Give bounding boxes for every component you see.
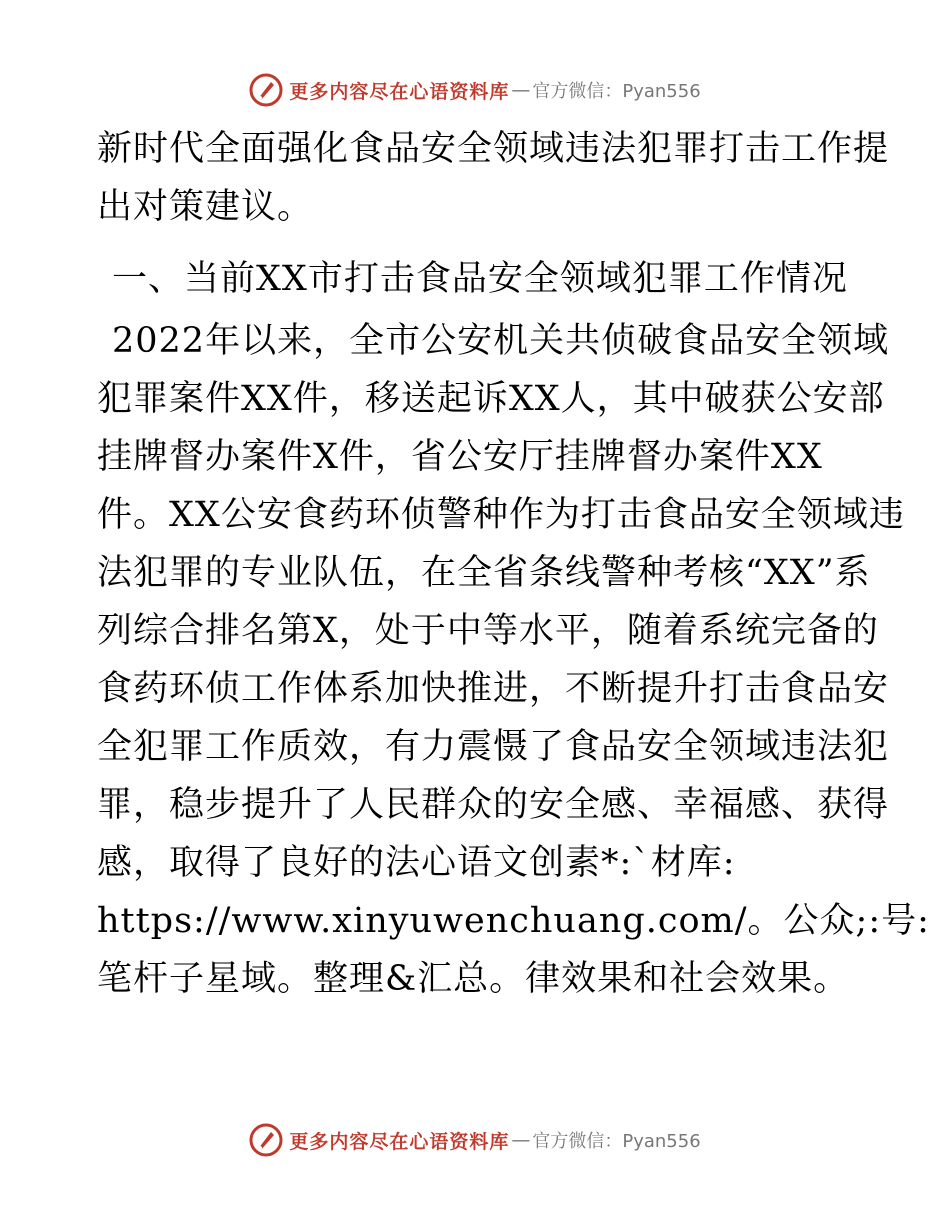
quill-logo-icon bbox=[249, 73, 283, 107]
banner-site-name: 更多内容尽在心语资料库 bbox=[289, 80, 510, 103]
text-line: 法犯罪的专业队伍，在全省条线警种考核“XX”系 bbox=[97, 553, 871, 593]
text-line: 笔杆子星域。整理&汇总。律效果和社会效果。 bbox=[97, 959, 850, 999]
url-text-line: https://www.xinyuwenchuang.com/。公众;:号: bbox=[97, 901, 930, 941]
banner-site-name: 更多内容尽在心语资料库 bbox=[289, 1130, 510, 1153]
text-line: 罪，稳步提升了人民群众的安全感、幸福感、获得 bbox=[97, 785, 890, 825]
text-line: 件。XX公安食药环侦警种作为打击食品安全领域违 bbox=[97, 495, 905, 535]
banner-wechat: 官方微信：Pyan556 bbox=[532, 81, 701, 102]
banner-wechat: 官方微信：Pyan556 bbox=[532, 1131, 701, 1152]
text-line: 2022年以来，全市公安机关共侦破食品安全领域 bbox=[112, 321, 890, 361]
text-line: 挂牌督办案件X件，省公安厅挂牌督办案件XX bbox=[97, 437, 823, 477]
section-heading: 一、当前XX市打击食品安全领域犯罪工作情况 bbox=[112, 259, 848, 299]
text-line: 犯罪案件XX件，移送起诉XX人，其中破获公安部 bbox=[97, 379, 885, 419]
text-line: 新时代全面强化食品安全领域违法犯罪打击工作提 bbox=[97, 129, 890, 169]
quill-logo-icon bbox=[249, 1123, 283, 1157]
document-body bbox=[97, 120, 930, 1008]
text-line: 食药环侦工作体系加快推进，不断提升打击食品安 bbox=[97, 669, 890, 709]
header-banner bbox=[0, 70, 950, 110]
footer-banner bbox=[0, 1120, 950, 1160]
text-line: 出对策建议。 bbox=[97, 187, 314, 227]
body-paragraph bbox=[97, 312, 930, 1008]
text-line: 全犯罪工作质效，有力震慑了食品安全领域违法犯 bbox=[97, 727, 890, 767]
banner-separator: — bbox=[511, 79, 531, 101]
intro-paragraph bbox=[97, 120, 890, 236]
banner-separator: — bbox=[511, 1129, 531, 1151]
text-line: 感，取得了良好的法心语文创素*:`材库: bbox=[97, 843, 736, 883]
text-line: 列综合排名第X，处于中等水平，随着系统完备的 bbox=[97, 611, 879, 651]
